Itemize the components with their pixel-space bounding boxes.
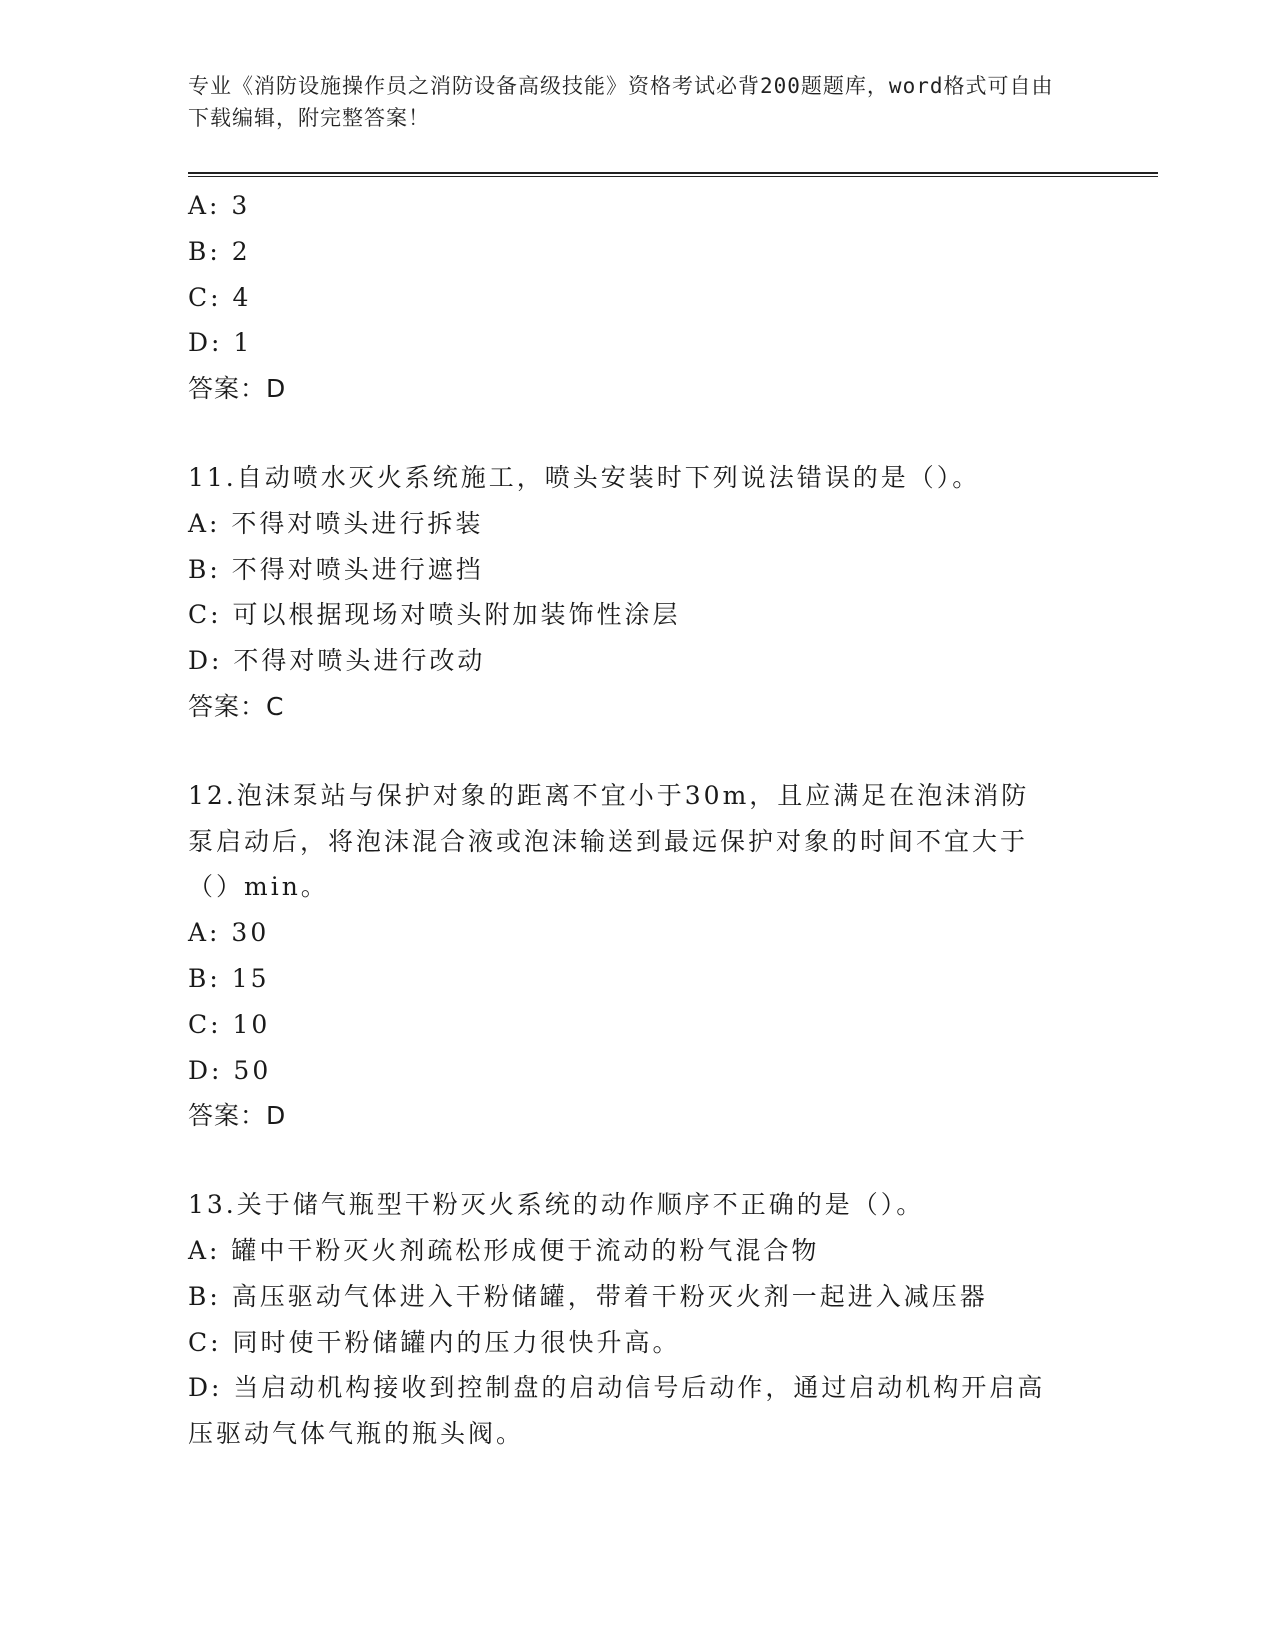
option-d: D: 不得对喷头进行改动	[188, 646, 486, 676]
option-b: B: 2	[188, 236, 251, 266]
question-11-block	[188, 455, 1158, 730]
spacer	[188, 1139, 1158, 1182]
option-d: D: 50	[188, 1055, 272, 1085]
option-a: A: 30	[188, 918, 270, 948]
question-stem: 12.泡沫泵站与保护对象的距离不宜小于30m，且应满足在泡沫消防泵启动后，将泡沫混合液或泡沫输送到最远保护对象的时间不宜大于（）min。	[188, 780, 1030, 902]
option-d: D: 当启动机构接收到控制盘的启动信号后动作，通过启动机构开启高压驱动气体气瓶的瓶头阀。	[188, 1373, 1046, 1449]
option-b: B: 15	[188, 963, 270, 993]
option-a: A: 罐中干粉灭火剂疏松形成便于流动的粉气混合物	[188, 1235, 820, 1265]
answer: 答案：C	[188, 691, 285, 721]
spacer	[188, 412, 1158, 455]
question-stem: 13.关于储气瓶型干粉灭火系统的动作顺序不正确的是（）。	[188, 1190, 925, 1220]
answer: 答案：D	[188, 374, 287, 404]
option-d: D: 1	[188, 328, 253, 358]
option-a: A: 不得对喷头进行拆装	[188, 508, 484, 538]
option-c: C: 4	[188, 282, 252, 312]
document-page	[188, 70, 1158, 1457]
document-header: 专业《消防设施操作员之消防设备高级技能》资格考试必背200题题库，word格式可自由下载编辑，附完整答案！	[188, 74, 1054, 130]
option-c: C: 10	[188, 1009, 271, 1039]
answer: 答案：D	[188, 1101, 287, 1131]
option-c: C: 同时使干粉储罐内的压力很快升高。	[188, 1327, 681, 1357]
question-stem: 11.自动喷水灭火系统施工，喷头安装时下列说法错误的是（）。	[188, 462, 981, 492]
question-12-block	[188, 773, 1158, 1139]
option-a: A: 3	[188, 191, 251, 220]
option-b: B: 高压驱动气体进入干粉储罐，带着干粉灭火剂一起进入减压器	[188, 1281, 988, 1311]
header-divider	[188, 172, 1158, 177]
question-10-block	[188, 183, 1158, 412]
spacer	[188, 730, 1158, 773]
option-c: C: 可以根据现场对喷头附加装饰性涂层	[188, 600, 681, 630]
question-13-block	[188, 1182, 1158, 1457]
option-b: B: 不得对喷头进行遮挡	[188, 554, 484, 584]
